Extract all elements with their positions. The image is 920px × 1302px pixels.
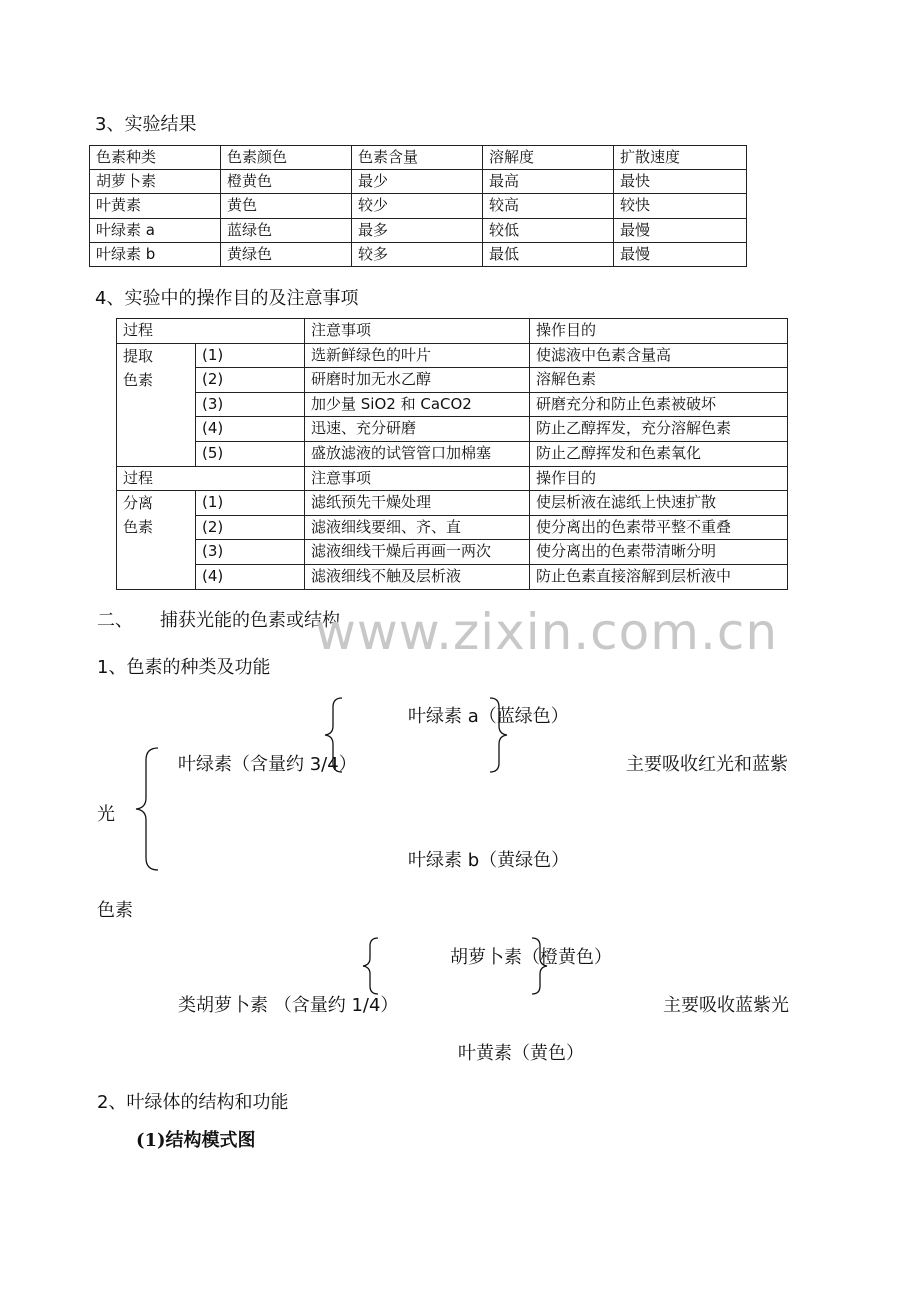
table-row — [117, 343, 788, 368]
table-cell: 使层析液在滤纸上快速扩散 — [530, 491, 788, 516]
table-cell: (1) — [196, 491, 305, 516]
table-cell: 防止色素直接溶解到层析液中 — [530, 564, 788, 589]
table-cell: 过程 — [117, 319, 305, 344]
table-row — [117, 515, 788, 540]
table-cell: 最慢 — [614, 242, 747, 266]
table-row — [90, 194, 747, 218]
table-cell: 最少 — [352, 170, 483, 194]
operations-table — [116, 318, 788, 590]
table-cell: 滤液细线干燥后再画一两次 — [305, 540, 530, 565]
table-cell: (1) — [196, 343, 305, 368]
table-cell: 滤液细线不触及层析液 — [305, 564, 530, 589]
subsection-1-title: 1、色素的种类及功能 — [97, 657, 271, 678]
part-2-number: 二、 — [97, 610, 133, 631]
part-2-title: 捕获光能的色素或结构 — [160, 610, 340, 631]
table-row — [117, 540, 788, 565]
table-cell: (2) — [196, 515, 305, 540]
table-cell: 扩散速度 — [614, 146, 747, 170]
table-cell: 加少量 SiO2 和 CaCO2 — [305, 392, 530, 417]
table-cell: 黄色 — [221, 194, 352, 218]
carotenoid-function: 主要吸收蓝紫光 — [663, 995, 789, 1016]
table-row — [117, 491, 788, 516]
table-cell: 较快 — [614, 194, 747, 218]
guang-label: 光 — [97, 804, 115, 825]
table-cell: 溶解度 — [483, 146, 614, 170]
table-cell: 胡萝卜素 — [90, 170, 221, 194]
table-row — [90, 242, 747, 266]
table-cell: 注意事项 — [305, 319, 530, 344]
table-cell: 选新鲜绿色的叶片 — [305, 343, 530, 368]
table-cell: (4) — [196, 417, 305, 442]
table-row — [90, 170, 747, 194]
table-cell: 蓝绿色 — [221, 218, 352, 242]
table-cell: 操作目的 — [530, 319, 788, 344]
table-row — [90, 218, 747, 242]
table-cell: 色素颜色 — [221, 146, 352, 170]
table-cell: 迅速、充分研磨 — [305, 417, 530, 442]
table-cell: 使滤液中色素含量高 — [530, 343, 788, 368]
chlorophyll-function: 主要吸收红光和蓝紫 — [626, 754, 788, 775]
structure-diagram-heading: (1)结构模式图 — [136, 1130, 256, 1151]
group-label-line: 色素 — [123, 518, 154, 537]
table-row — [117, 564, 788, 589]
right-brace-carotenoid — [528, 936, 550, 996]
table-header-row — [117, 319, 788, 344]
section-4-title: 4、实验中的操作目的及注意事项 — [95, 288, 359, 309]
left-brace-chlorophyll — [322, 696, 346, 774]
table-cell: 操作目的 — [530, 466, 788, 491]
table-cell: 橙黄色 — [221, 170, 352, 194]
chlorophyll-b-label: 叶绿素 b（黄绿色） — [408, 850, 570, 871]
table-cell: 较高 — [483, 194, 614, 218]
table-cell: 滤纸预先干燥处理 — [305, 491, 530, 516]
table-cell: 使分离出的色素带平整不重叠 — [530, 515, 788, 540]
table-cell: 盛放滤液的试管管口加棉塞 — [305, 441, 530, 466]
carotenoid-label: 类胡萝卜素 （含量约 1/4） — [178, 995, 399, 1016]
table-cell: 黄绿色 — [221, 242, 352, 266]
table-row — [117, 441, 788, 466]
group-label-line: 分离 — [123, 494, 154, 513]
group-label-line: 色素 — [123, 370, 154, 389]
table-cell: 最快 — [614, 170, 747, 194]
table-cell: 较低 — [483, 218, 614, 242]
table-cell: 防止乙醇挥发，充分溶解色素 — [530, 417, 788, 442]
table-cell: 过程 — [117, 466, 305, 491]
table-cell: (2) — [196, 368, 305, 393]
table-header-row — [117, 466, 788, 491]
table-row — [117, 417, 788, 442]
subsection-2-title: 2、叶绿体的结构和功能 — [97, 1092, 289, 1113]
group-label-extract — [117, 343, 196, 466]
table-cell: (3) — [196, 392, 305, 417]
table-cell: 研磨时加无水乙醇 — [305, 368, 530, 393]
table-cell: 防止乙醇挥发和色素氧化 — [530, 441, 788, 466]
pigment-label: 色素 — [97, 900, 133, 921]
table-cell: 较多 — [352, 242, 483, 266]
table-cell: 最低 — [483, 242, 614, 266]
table-header-row — [90, 146, 747, 170]
table-cell: 色素含量 — [352, 146, 483, 170]
right-brace-chlorophyll — [486, 696, 510, 774]
group-label-separate — [117, 491, 196, 589]
table-cell: 叶黄素 — [90, 194, 221, 218]
table-cell: 最多 — [352, 218, 483, 242]
table-cell: 叶绿素 b — [90, 242, 221, 266]
table-cell: 注意事项 — [305, 466, 530, 491]
results-table — [89, 145, 747, 267]
table-cell: (3) — [196, 540, 305, 565]
table-cell: 最慢 — [614, 218, 747, 242]
table-cell: (5) — [196, 441, 305, 466]
table-cell: 滤液细线要细、齐、直 — [305, 515, 530, 540]
watermark: www.zixin.com.cn — [315, 603, 779, 661]
chlorophyll-a-label: 叶绿素 a（蓝绿色） — [408, 706, 569, 727]
table-cell: 叶绿素 a — [90, 218, 221, 242]
carotene-label: 胡萝卜素（橙黄色） — [450, 947, 612, 968]
group-label-line: 提取 — [123, 346, 154, 365]
table-row — [117, 392, 788, 417]
table-cell: 最高 — [483, 170, 614, 194]
table-cell: 较少 — [352, 194, 483, 218]
left-brace-carotenoid — [360, 936, 382, 996]
table-cell: 研磨充分和防止色素被破坏 — [530, 392, 788, 417]
table-cell: 色素种类 — [90, 146, 221, 170]
xanthophyll-label: 叶黄素（黄色） — [458, 1043, 584, 1064]
table-cell: 使分离出的色素带清晰分明 — [530, 540, 788, 565]
section-3-title: 3、实验结果 — [95, 114, 197, 135]
table-row — [117, 368, 788, 393]
left-brace-large — [132, 746, 162, 872]
chlorophyll-label: 叶绿素（含量约 3/4） — [178, 754, 357, 775]
table-cell: 溶解色素 — [530, 368, 788, 393]
table-cell: (4) — [196, 564, 305, 589]
